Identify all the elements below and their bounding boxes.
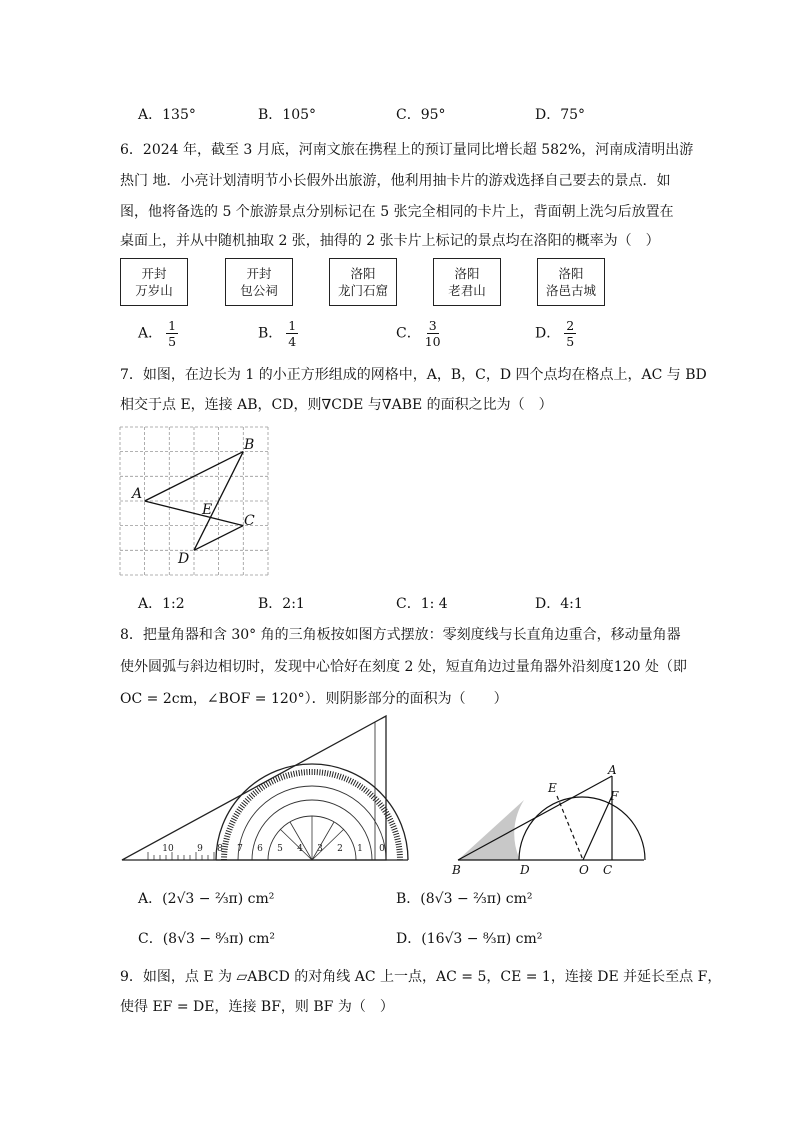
q9-line: 9．如图，点 E 为 ▱ABCD 的对角线 AC 上一点，AC = 5，CE = 1，连接 DE 并延长至点 F， — [120, 969, 722, 985]
q6-card: 开封 包公祠 — [225, 258, 293, 306]
protractor-triangle-figure — [118, 712, 418, 862]
point-label-d: D — [178, 551, 190, 567]
q6-line: 桌面上，并从中随机抽取 2 张，抽得的 2 张卡片上标记的景点均在洛阳的概率为（ ） — [120, 233, 660, 249]
q6-card: 洛阳 老君山 — [433, 258, 501, 306]
q8-option-c: C．(8√3 − ⁸⁄₃π) cm² — [138, 931, 275, 947]
q6-option-d: D． $\frac{2}{5}$ — [535, 318, 575, 349]
ruler-label: 8 — [217, 844, 223, 854]
q5-option-a: A．135° — [138, 107, 196, 123]
ruler-label: 5 — [277, 844, 283, 854]
q7-option-b: B．2:1 — [258, 596, 305, 612]
q5-option-d: D．75° — [535, 107, 586, 123]
point-label-a: A — [608, 764, 617, 777]
ruler-label: 9 — [197, 844, 203, 854]
q9-line: 使得 EF = DE，连接 BF，则 BF 为（ ） — [120, 999, 394, 1015]
q7-line: 相交于点 E，连接 AB，CD，则∇CDE 与∇ABE 的面积之比为（ ） — [120, 397, 553, 413]
q5-option-b: B．105° — [258, 107, 317, 123]
q6-option-c: C． $\frac{3}{10}$ — [396, 318, 441, 349]
point-label-c: C — [603, 863, 613, 876]
q5-option-c: C．95° — [396, 107, 446, 123]
q8-line: 使外圆弧与斜边相切时，发现中心恰好在刻度 2 处，短直角边过量角器外沿刻度120 处（即 — [120, 659, 687, 675]
q6-card: 洛阳 洛邑古城 — [537, 258, 605, 306]
q6-option-a: A． $\frac{1}{5}$ — [138, 318, 177, 349]
ruler-label: 1 — [357, 844, 363, 854]
point-label-c: C — [244, 513, 255, 529]
ruler-label: 6 — [257, 844, 263, 854]
q6-card: 开封 万岁山 — [120, 258, 188, 306]
q7-option-c: C．1: 4 — [396, 596, 448, 612]
ruler-scale — [148, 852, 214, 860]
point-label-f: F — [610, 789, 619, 803]
q8-line: OC = 2cm，∠BOF = 120°）．则阴影部分的面积为（ ） — [120, 691, 508, 707]
q8-option-a: A．(2√3 − ⅔π) cm² — [138, 891, 275, 907]
ruler-label: 7 — [237, 844, 243, 854]
q6-line: 图，他将备选的 5 个旅游景点分别标记在 5 张完全相同的卡片上，背面朝上洗匀后放置在 — [120, 204, 674, 220]
ruler-label: 10 — [162, 844, 174, 854]
q6-line: 6．2024 年，截至 3 月底，河南文旅在携程上的预订量同比增长超 582%，河南成清明出游 — [120, 142, 694, 158]
ruler-label: 3 — [317, 844, 323, 854]
q8-line: 8．把量角器和含 30° 角的三角板按如图方式摆放：零刻度线与长直角边重合，移动量角器 — [120, 627, 681, 643]
ruler-label: 4 — [297, 844, 303, 854]
ruler-label: 0 — [379, 844, 385, 854]
q6-option-b: B． $\frac{1}{4}$ — [258, 318, 297, 349]
point-label-b: B — [244, 437, 255, 453]
point-label-o: O — [579, 863, 589, 876]
q6-line: 热门 地．小亮计划清明节小长假外出旅游，他利用抽卡片的游戏选择自己要去的景点．如 — [120, 173, 671, 189]
q8-option-d: D．(16√3 − ⁸⁄₃π) cm² — [396, 931, 543, 947]
q7-option-a: A．1:2 — [138, 596, 185, 612]
q6-card: 洛阳 龙门石窟 — [329, 258, 397, 306]
point-label-e: E — [548, 781, 557, 795]
point-label-e: E — [202, 502, 213, 518]
point-label-b: B — [452, 863, 461, 876]
point-label-a: A — [132, 486, 143, 502]
q7-option-d: D．4:1 — [535, 596, 583, 612]
point-label-d: D — [520, 863, 530, 876]
set-square — [122, 716, 386, 860]
q7-line: 7．如图，在边长为 1 的小正方形组成的网格中，A，B，C，D 四个点均在格点上，AC 与 BD — [120, 367, 707, 383]
q8-option-b: B．(8√3 − ⅔π) cm² — [396, 891, 533, 907]
ruler-label: 2 — [337, 844, 343, 854]
q7-grid-figure — [118, 425, 270, 579]
q8-geometry-diagram — [448, 764, 648, 876]
